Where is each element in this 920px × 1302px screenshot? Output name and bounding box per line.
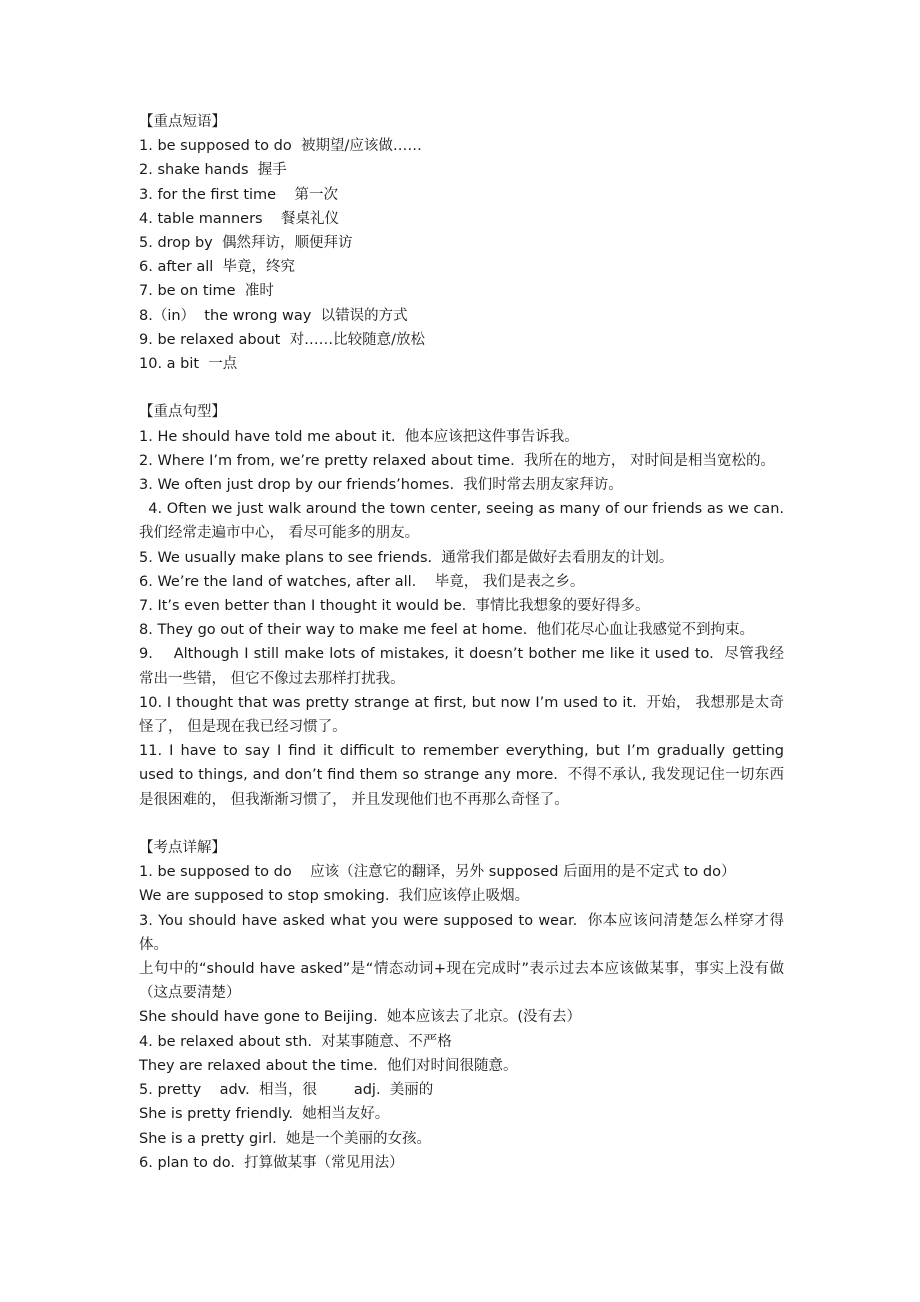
point-item: 5. pretty adv. 相当，很 adj. 美丽的	[139, 1082, 434, 1099]
key-phrases-section	[139, 110, 784, 376]
phrase-item: 8.（in） the wrong way 以错误的方式	[139, 307, 408, 324]
sentence-item: 10. I thought that was pretty strange at first, but now I’m used to it. 开始， 我想那是太奇怪了， 但是现在我已经习惯了。	[139, 694, 784, 736]
phrase-item: 2. shake hands 握手	[139, 162, 287, 179]
exam-points-title: 【考点详解】	[139, 840, 226, 857]
sentence-item: 5. We usually make plans to see friends. 通常我们都是做好去看朋友的计划。	[139, 549, 674, 566]
sentence-item: 7. It’s even better than I thought it would be. 事情比我想象的要好得多。	[139, 598, 650, 615]
sentence-item: 1. He should have told me about it. 他本应该把这件事告诉我。	[139, 428, 579, 445]
phrase-item: 7. be on time 准时	[139, 283, 274, 300]
key-sentences-title: 【重点句型】	[139, 404, 226, 421]
phrase-item: 6. after all 毕竟，终究	[139, 259, 296, 276]
point-item: 上句中的“should have asked”是“情态动词+现在完成时”表示过去本应该做某事，事实上没有做（这点要清楚）	[139, 961, 784, 1002]
key-phrases-title: 【重点短语】	[139, 114, 226, 130]
point-item: They are relaxed about the time. 他们对时间很随意。	[139, 1057, 518, 1074]
point-item: We are supposed to stop smoking. 我们应该停止吸烟。	[139, 888, 530, 905]
section-spacer	[139, 376, 784, 400]
phrase-item: 3. for the first time 第一次	[139, 186, 339, 203]
sentence-item: 4. Often we just walk around the town center, seeing as many of our friends as we can. 我们经常走遍市中心， 看尽可能多的朋友。	[139, 501, 794, 542]
point-item: 6. plan to do. 打算做某事（常见用法）	[139, 1154, 404, 1171]
point-item: She is a pretty girl. 她是一个美丽的女孩。	[139, 1130, 431, 1147]
sentence-item: 11. I have to say I find it difficult to remember everything, but I’m gradually getting used to things, and don’t find them so strange any more. 不得不承认, 我发现记住一切东西是很困难的， 但我渐渐习惯了， 并且发现他们也不再那么奇怪了。	[139, 743, 789, 808]
phrase-item: 10. a bit 一点	[139, 356, 238, 373]
point-item: 4. be relaxed about sth. 对某事随意、不严格	[139, 1033, 452, 1050]
document-page	[139, 110, 794, 1175]
sentence-item: 2. Where I’m from, we’re pretty relaxed about time. 我所在的地方， 对时间是相当宽松的。	[139, 452, 776, 469]
phrase-item: 5. drop by 偶然拜访，顺便拜访	[139, 235, 353, 252]
sentence-item: 9. Although I still make lots of mistakes, it doesn’t bother me like it used to. 尽管我经常出一些错， 但它不像过去那样打扰我。	[139, 646, 784, 687]
point-item: 1. be supposed to do 应该（注意它的翻译，另外 supposed 后面用的是不定式 to do）	[139, 864, 736, 881]
exam-points-section	[139, 836, 784, 1175]
sentence-item: 3. We often just drop by our friends’homes. 我们时常去朋友家拜访。	[139, 477, 623, 494]
sentence-item: 6. We’re the land of watches, after all. 毕竟， 我们是表之乡。	[139, 573, 585, 590]
phrase-item: 4. table manners 餐桌礼仪	[139, 210, 340, 227]
phrase-item: 1. be supposed to do 被期望/应该做……	[139, 138, 422, 155]
phrase-item: 9. be relaxed about 对……比较随意/放松	[139, 331, 425, 348]
sentence-item: 8. They go out of their way to make me feel at home. 他们花尽心血让我感觉不到拘束。	[139, 622, 754, 639]
point-item: She is pretty friendly. 她相当友好。	[139, 1106, 390, 1123]
section-spacer	[139, 812, 784, 836]
point-item: 3. You should have asked what you were supposed to wear. 你本应该问清楚怎么样穿才得体。	[139, 912, 784, 953]
key-sentences-section	[139, 400, 794, 811]
point-item: She should have gone to Beijing. 她本应该去了北京。(没有去）	[139, 1009, 582, 1026]
